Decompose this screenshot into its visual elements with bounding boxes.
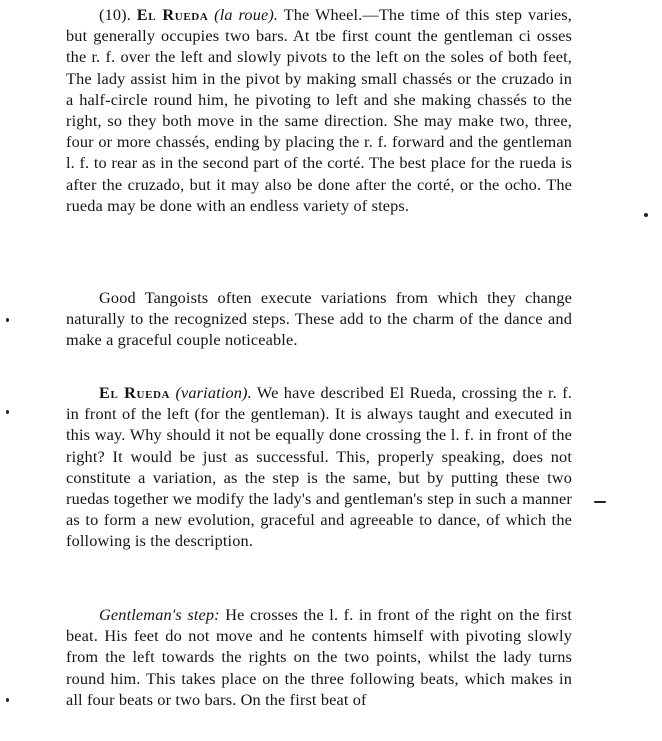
paragraph-text: The Wheel.—The time of this step varies, but generally occupies two bars. At tbe first count the gentleman ci osses the r. f. over the left and slowly pivots to the left on the soles of both feet, The lady assist him in the pivot by making small chassés or the cruzado in a half-circle round him, he pivoting to left and she making chassés to the right, so they both move in the same direction. She may make two, three, four or more chassés, ending by placing the r. f. forward and the gentleman l. f. to rear as in the second part of the corté. The best place for the rueda is after the cruzado, but it may also be done after the corté, or the ocho. The rueda may be done with an endless variety of steps.: [66, 5, 572, 215]
scan-speck: [6, 410, 9, 414]
paragraph-el-rueda: [66, 4, 572, 216]
step-heading: Gentleman's step:: [99, 605, 220, 624]
scan-speck: [6, 698, 9, 702]
step-name: El Rueda: [99, 383, 171, 402]
paragraph-el-rueda-variation: [66, 382, 572, 552]
step-number: (10).: [99, 5, 131, 24]
scan-speck: [6, 318, 9, 322]
paragraph-good-tangoists: [66, 287, 572, 351]
scan-dash: [594, 501, 606, 503]
step-qualifier: (variation).: [175, 383, 252, 402]
paragraph-gentlemans-step: [66, 604, 572, 710]
paragraph-text: We have described El Rueda, crossing the r. f. in front of the left (for the gentleman). It is always taught and executed in this way. Why should it not be equally done crossing the l. f. in front of the right? It would be just as successful. This, properly speaking, does not constitute a variation, as the step is the same, but by putting these two ruedas together we modify the lady's and gentleman's step in such a manner as to form a new evolution, graceful and agreeable to dance, of which the following is the description.: [66, 383, 572, 551]
scan-speck: [644, 213, 648, 217]
paragraph-text: Good Tangoists often execute variations from which they change naturally to the recognized steps. These add to the charm of the dance and make a graceful couple noticeable.: [66, 288, 572, 350]
step-translation: (la roue).: [214, 5, 279, 24]
paragraph-text: He crosses the l. f. in front of the right on the first beat. His feet do not move and he contents himself with pivoting slowly from the left towards the rights on the two points, whilst the lady turns round him. This takes place on the three following beats, which makes in all four beats or two bars. On the first beat of: [66, 605, 572, 709]
step-name: El Rueda: [136, 5, 209, 24]
